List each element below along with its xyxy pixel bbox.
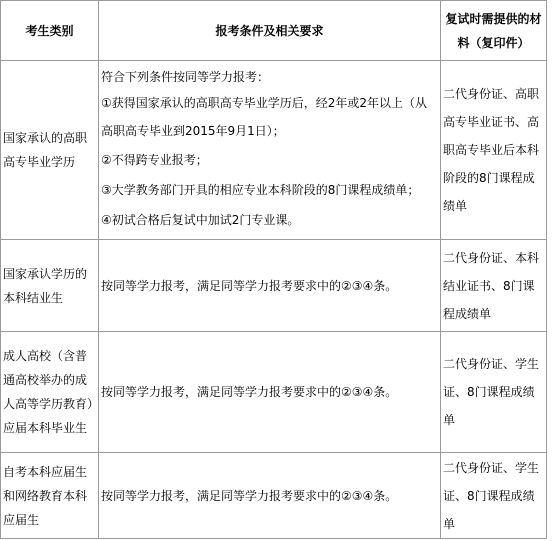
requirement-line: ③大学教务部门开具的相应专业本科阶段的8门课程成绩单； bbox=[101, 183, 420, 197]
row-requirements: 按同等学力报考，满足同等学力报考要求中的②③④条。 bbox=[99, 332, 441, 453]
requirement-line: 符合下列条件按同等学力报考： bbox=[101, 70, 270, 84]
row-requirements bbox=[99, 61, 441, 240]
table-header-row bbox=[1, 1, 547, 61]
requirement-line: ①获得国家承认的高职高专毕业学历后，经2年或2年以上（从高职高专毕业到2015年9月1日）； bbox=[101, 96, 428, 138]
row-category: 国家承认的高职高专毕业学历 bbox=[1, 61, 99, 240]
table-row bbox=[1, 453, 547, 539]
requirement-line: ④初试合格后复试中加试2门专业课。 bbox=[101, 213, 300, 227]
row-category: 成人高校（含普通高校举办的成人高等学历教育）应届本科毕业生 bbox=[1, 332, 99, 453]
header-category: 考生类别 bbox=[1, 1, 99, 61]
row-category: 国家承认学历的本科结业生 bbox=[1, 240, 99, 332]
row-category: 自考本科应届生和网络教育本科应届生 bbox=[1, 453, 99, 539]
table-row bbox=[1, 332, 547, 453]
row-materials: 二代身份证、学生证、8门课程成绩单 bbox=[441, 453, 547, 539]
row-requirements: 按同等学力报考，满足同等学力报考要求中的②③④条。 bbox=[99, 240, 441, 332]
row-requirements: 按同等学力报考，满足同等学力报考要求中的②③④条。 bbox=[99, 453, 441, 539]
row-materials: 二代身份证、高职高专毕业证书、高职高专毕业后本科阶段的8门课程成绩单 bbox=[441, 61, 547, 240]
requirement-line: ②不得跨专业报考； bbox=[101, 153, 208, 167]
row-materials: 二代身份证、本科结业证书、8门课程成绩单 bbox=[441, 240, 547, 332]
header-materials: 复试时需提供的材料（复印件） bbox=[441, 1, 547, 61]
header-requirements: 报考条件及相关要求 bbox=[99, 1, 441, 61]
row-materials: 二代身份证、学生证、8门课程成绩单 bbox=[441, 332, 547, 453]
table-row bbox=[1, 61, 547, 240]
table-row bbox=[1, 240, 547, 332]
